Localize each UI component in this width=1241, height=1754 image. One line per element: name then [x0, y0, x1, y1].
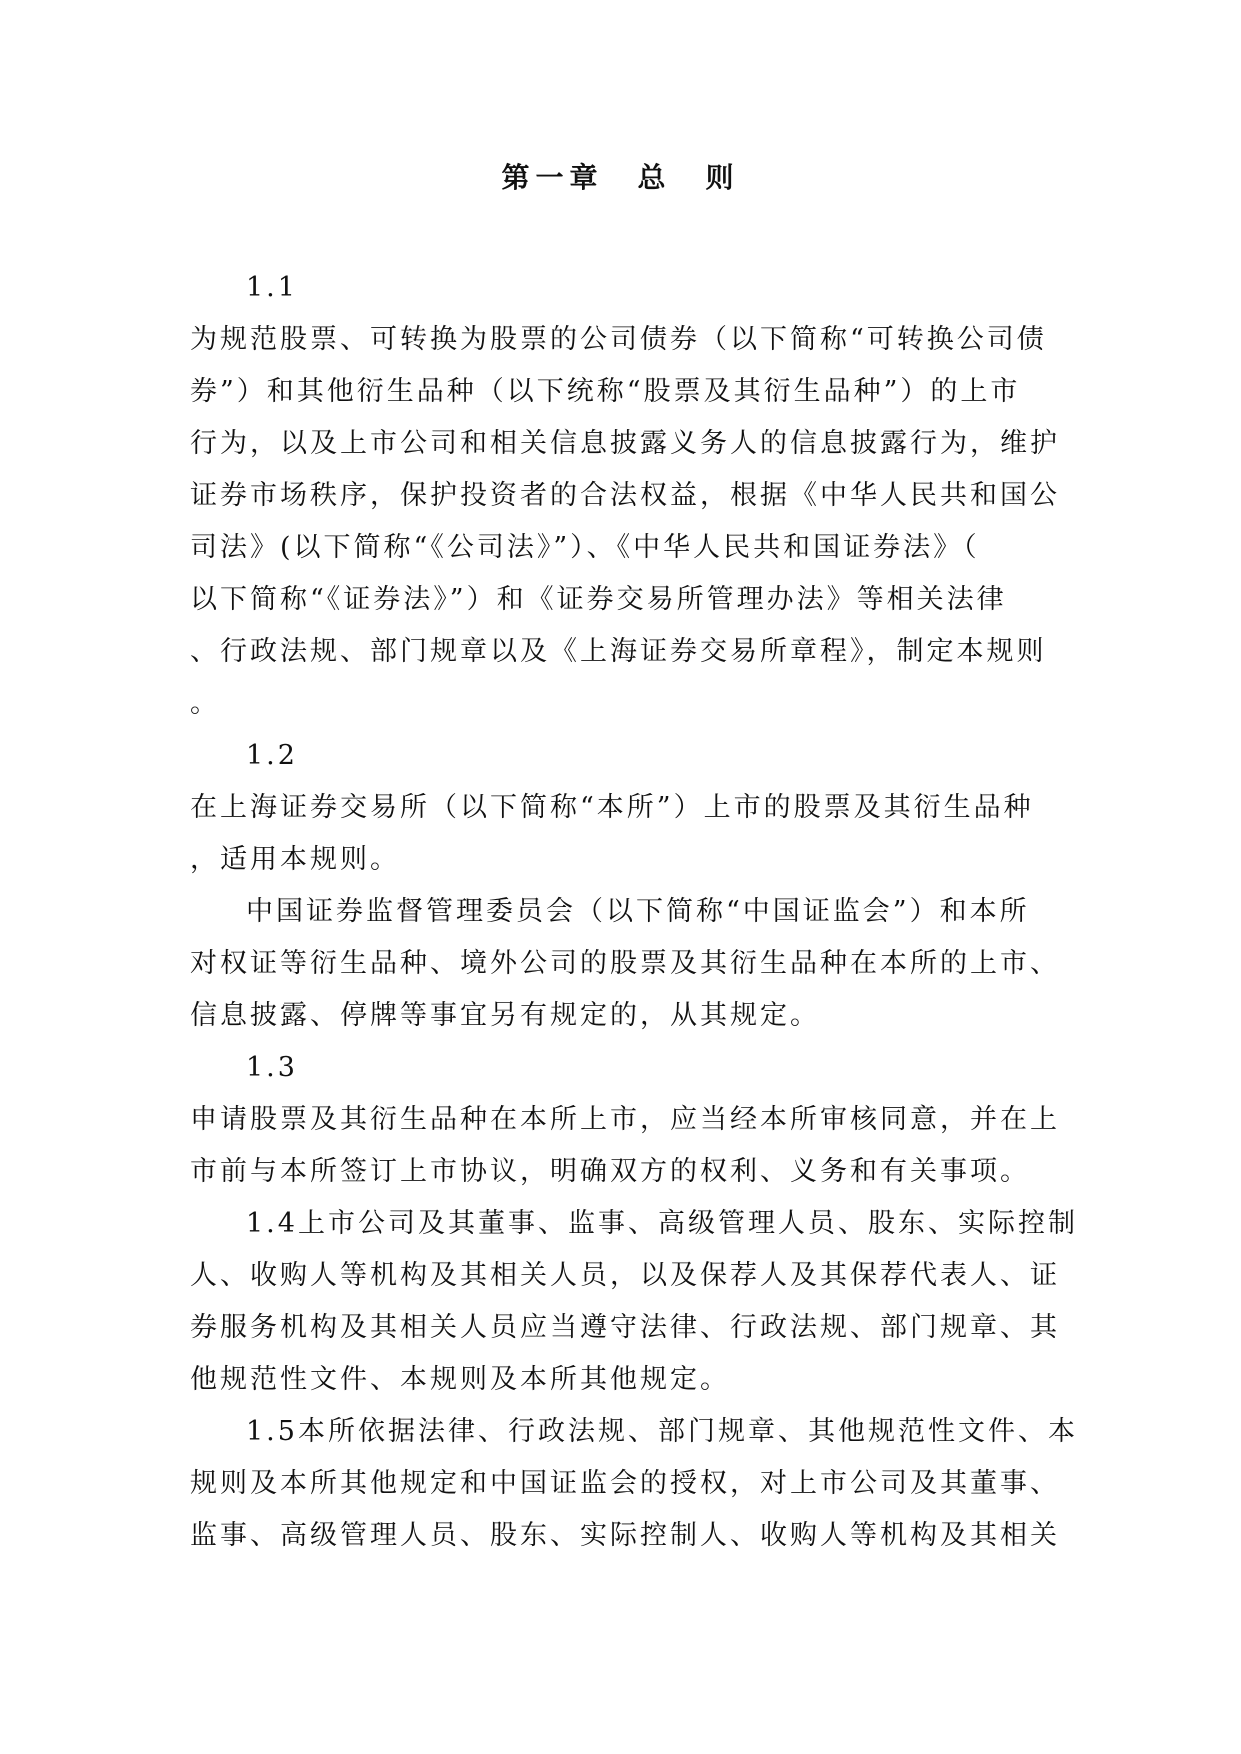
text-line: 中国证券监督管理委员会（以下简称“中国证监会”）和本所: [246, 896, 1030, 927]
text-line: 对权证等衍生品种、境外公司的股票及其衍生品种在本所的上市、: [190, 948, 1060, 979]
text-line: 1.4上市公司及其董事、监事、高级管理人员、股东、实际控制: [246, 1208, 1078, 1239]
text-line: 信息披露、停牌等事宜另有规定的，从其规定。: [190, 1000, 820, 1031]
text-line: 证券市场秩序，保护投资者的合法权益，根据《中华人民共和国公: [190, 480, 1060, 511]
text-line: 司法》(以下简称“《公司法》”）、《中华人民共和国证券法》（: [190, 532, 980, 563]
text-line: 他规范性文件、本规则及本所其他规定。: [190, 1364, 730, 1395]
text-line: 行为，以及上市公司和相关信息披露义务人的信息披露行为，维护: [190, 428, 1060, 459]
text-line: 监事、高级管理人员、股东、实际控制人、收购人等机构及其相关: [190, 1520, 1060, 1551]
text-line: 市前与本所签订上市协议，明确双方的权利、义务和有关事项。: [190, 1156, 1030, 1187]
document-body: [190, 262, 1078, 1562]
text-line: 1.1: [246, 272, 298, 303]
chapter-title: 第一章 总 则: [501, 161, 740, 194]
text-line: 为规范股票、可转换为股票的公司债券（以下简称“可转换公司债: [190, 324, 1047, 355]
text-line: 券”）和其他衍生品种（以下统称“股票及其衍生品种”）的上市: [190, 376, 1021, 407]
text-line: 1.5本所依据法律、行政法规、部门规章、其他规范性文件、本: [246, 1416, 1078, 1447]
text-line: 申请股票及其衍生品种在本所上市，应当经本所审核同意，并在上: [190, 1104, 1060, 1135]
text-line: 规则及本所其他规定和中国证监会的授权，对上市公司及其董事、: [190, 1468, 1060, 1499]
text-line: 以下简称“《证券法》”）和《证券交易所管理办法》等相关法律: [190, 584, 1007, 615]
text-line: 。: [190, 688, 220, 719]
text-line: 1.3: [246, 1052, 298, 1083]
text-line: 、行政法规、部门规章以及《上海证券交易所章程》，制定本规则: [190, 636, 1047, 667]
text-line: 券服务机构及其相关人员应当遵守法律、行政法规、部门规章、其: [190, 1312, 1060, 1343]
text-line: ，适用本规则。: [190, 844, 400, 875]
text-line: 1.2: [246, 740, 298, 771]
text-line: 人、收购人等机构及其相关人员，以及保荐人及其保荐代表人、证: [190, 1260, 1060, 1291]
text-line: 在上海证券交易所（以下简称“本所”）上市的股票及其衍生品种: [190, 792, 1034, 823]
